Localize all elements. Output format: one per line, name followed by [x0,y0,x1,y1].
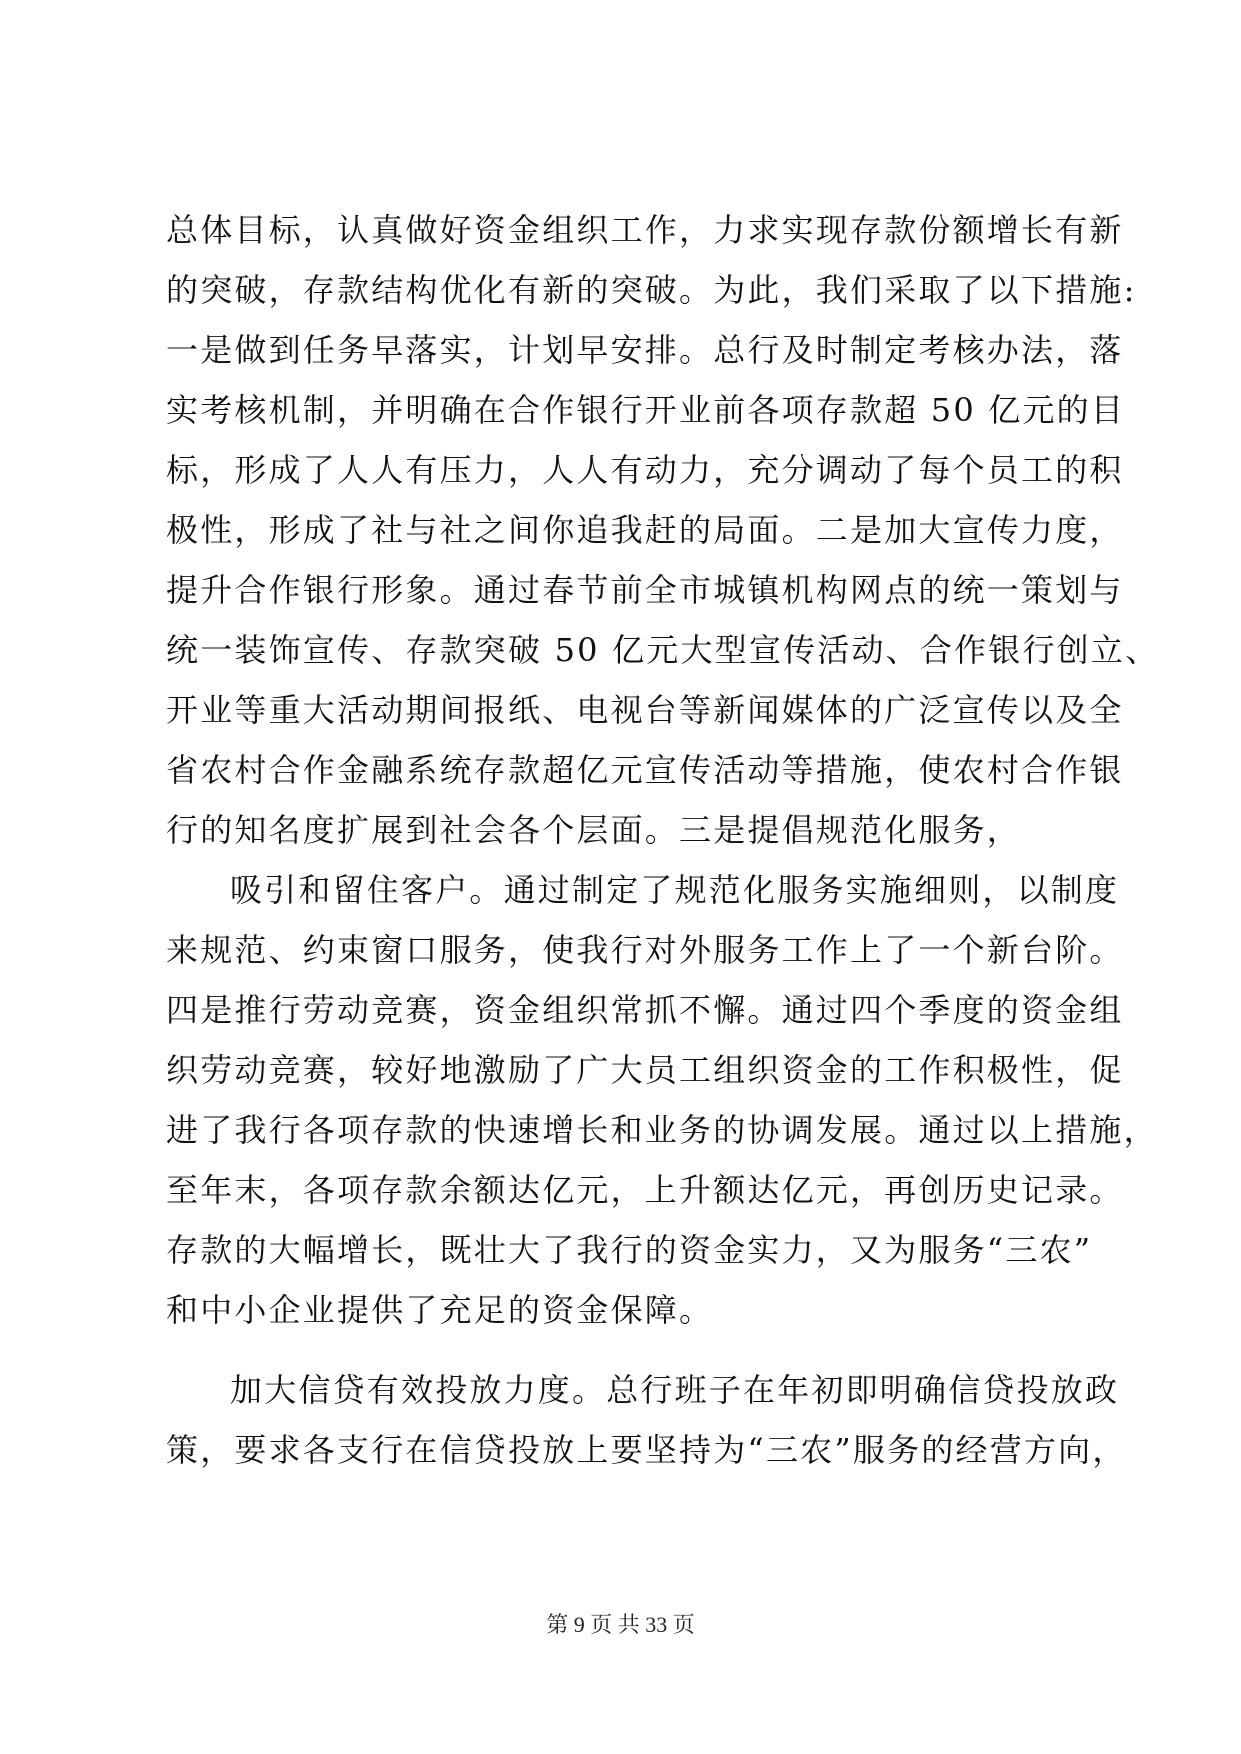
text-line: 省农村合作金融系统存款超亿元宣传活动等措施，使农村合作银 [166,751,1124,789]
document-body [166,200,1160,1480]
paragraph-start-line: 加大信贷有效投放力度。总行班子在年初即明确信贷投放政 [230,1371,1120,1409]
text-line: 统一装饰宣传、存款突破 50 亿元大型宣传活动、合作银行创立、 [166,631,1160,669]
text-line: 极性，形成了社与社之间你追我赶的局面。二是加大宣传力度， [166,511,1124,549]
text-line: 总体目标，认真做好资金组织工作，力求实现存款份额增长有新 [166,211,1124,249]
page-number-footer: 第 9 页 共 33 页 [546,1612,695,1637]
text-line: 行的知名度扩展到社会各个层面。三是提倡规范化服务， [166,811,1022,849]
text-line: 和中小企业提供了充足的资金保障。 [166,1291,714,1329]
text-line: 四是推行劳动竞赛，资金组织常抓不懈。通过四个季度的资金组 [166,991,1124,1029]
text-line: 提升合作银行形象。通过春节前全市城镇机构网点的统一策划与 [166,571,1124,609]
text-line: 存款的大幅增长，既壮大了我行的资金实力，又为服务“三农” [166,1231,1093,1269]
text-line: 策，要求各支行在信贷投放上要坚持为“三农”服务的经营方向， [166,1431,1127,1469]
text-line: 标，形成了人人有压力，人人有动力，充分调动了每个员工的积 [166,451,1124,489]
text-line: 的突破，存款结构优化有新的突破。为此，我们采取了以下措施: [166,271,1137,309]
text-line: 至年末，各项存款余额达亿元，上升额达亿元，再创历史记录。 [166,1171,1124,1209]
text-line: 一是做到任务早落实，计划早安排。总行及时制定考核办法，落 [166,331,1124,369]
text-line: 开业等重大活动期间报纸、电视台等新闻媒体的广泛宣传以及全 [166,691,1124,729]
paragraph-start-line: 吸引和留住客户。通过制定了规范化服务实施细则，以制度 [230,871,1120,909]
text-line: 实考核机制，并明确在合作银行开业前各项存款超 50 亿元的目 [166,391,1126,429]
text-line: 织劳动竞赛，较好地激励了广大员工组织资金的工作积极性，促 [166,1051,1124,1089]
text-line: 进了我行各项存款的快速增长和业务的协调发展。通过以上措施， [166,1111,1158,1149]
text-line: 来规范、约束窗口服务，使我行对外服务工作上了一个新台阶。 [166,931,1124,969]
